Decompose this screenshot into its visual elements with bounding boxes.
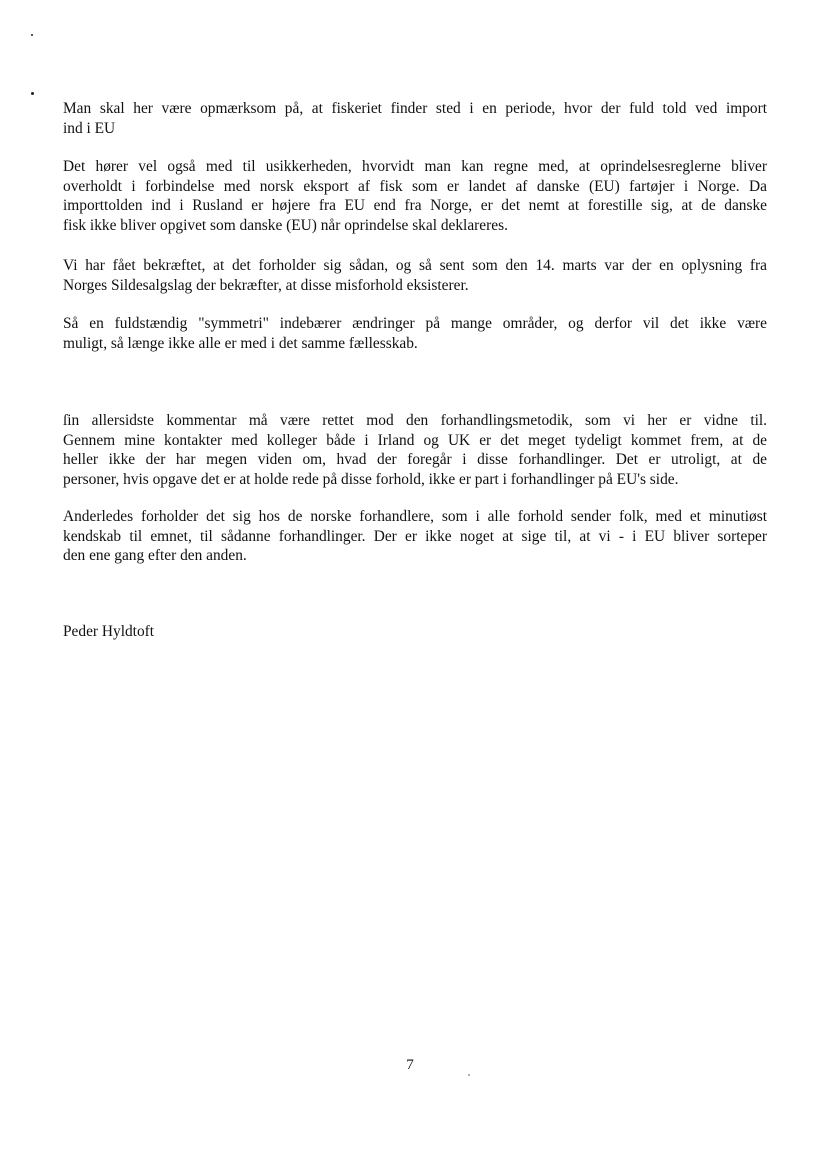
text-line: Vi har fået bekræftet, at det forholder sig sådan, og så sent som den 14. marts var der en oplysning fra [63,257,767,274]
text-line: Gennem mine kontakter med kolleger både i Irland og UK er det meget tydeligt kommet frem, at de [63,431,767,449]
text-line: Norges Sildesalgslag der bekræfter, at disse misforhold eksisterer. [63,276,469,294]
paragraph-4 [63,314,767,353]
text-line: Man skal her være opmærksom på, at fiskeriet finder sted i en periode, hvor der fuld told ved import [63,100,767,117]
text-line: importtolden ind i Rusland er højere fra EU end fra Norge, er det nemt at forestille sig, at de danske [63,197,767,214]
text-line: muligt, så længe ikke alle er med i det samme fællesskab. [63,334,418,352]
text-line: kendskab til emnet, til sådanne forhandlinger. Der er ikke noget at sige til, at vi - i EU bliver sorteper [63,527,767,545]
text-line: den ene gang efter den anden. [63,547,247,564]
text-line: ind i EU [63,119,116,137]
text-line: ſin allersidste kommentar må være rettet mod den forhandlingsmetodik, som vi her er vidne til. [63,412,767,429]
scan-speck [31,34,33,36]
paragraph-1 [63,99,767,138]
scan-speck [31,92,34,95]
text-line: Så en fuldstændig "symmetri" indebærer ændringer på mange områder, og derfor vil det ikke være [63,315,767,332]
text-line: personer, hvis opgave det er at holde rede på disse forhold, ikke er part i forhandlinger på EU's side. [63,470,679,488]
paragraph-5 [63,411,767,489]
text-line: fisk ikke bliver opgivet som danske (EU) når oprindelse skal deklareres. [63,216,508,234]
paragraph-6 [63,507,767,566]
signature: Peder Hyldtoft [63,623,155,640]
page-number: 7 [406,1057,414,1073]
paragraph-2 [63,157,767,235]
text-line: overholdt i forbindelse med norsk eksport af fisk som er landet af danske (EU) fartøjer i Norge. Da [63,177,767,195]
text-line: heller ikke der har megen viden om, hvad der foregår i disse forhandlinger. Det er utroligt, at de [63,451,767,468]
text-line: Anderledes forholder det sig hos de norske forhandlere, som i alle forhold sender folk, med et minutiøst [63,508,767,525]
paragraph-3 [63,256,767,295]
scan-speck [468,1074,470,1076]
text-line: Det hører vel også med til usikkerheden, hvorvidt man kan regne med, at oprindelsesreglerne bliver [63,158,767,175]
